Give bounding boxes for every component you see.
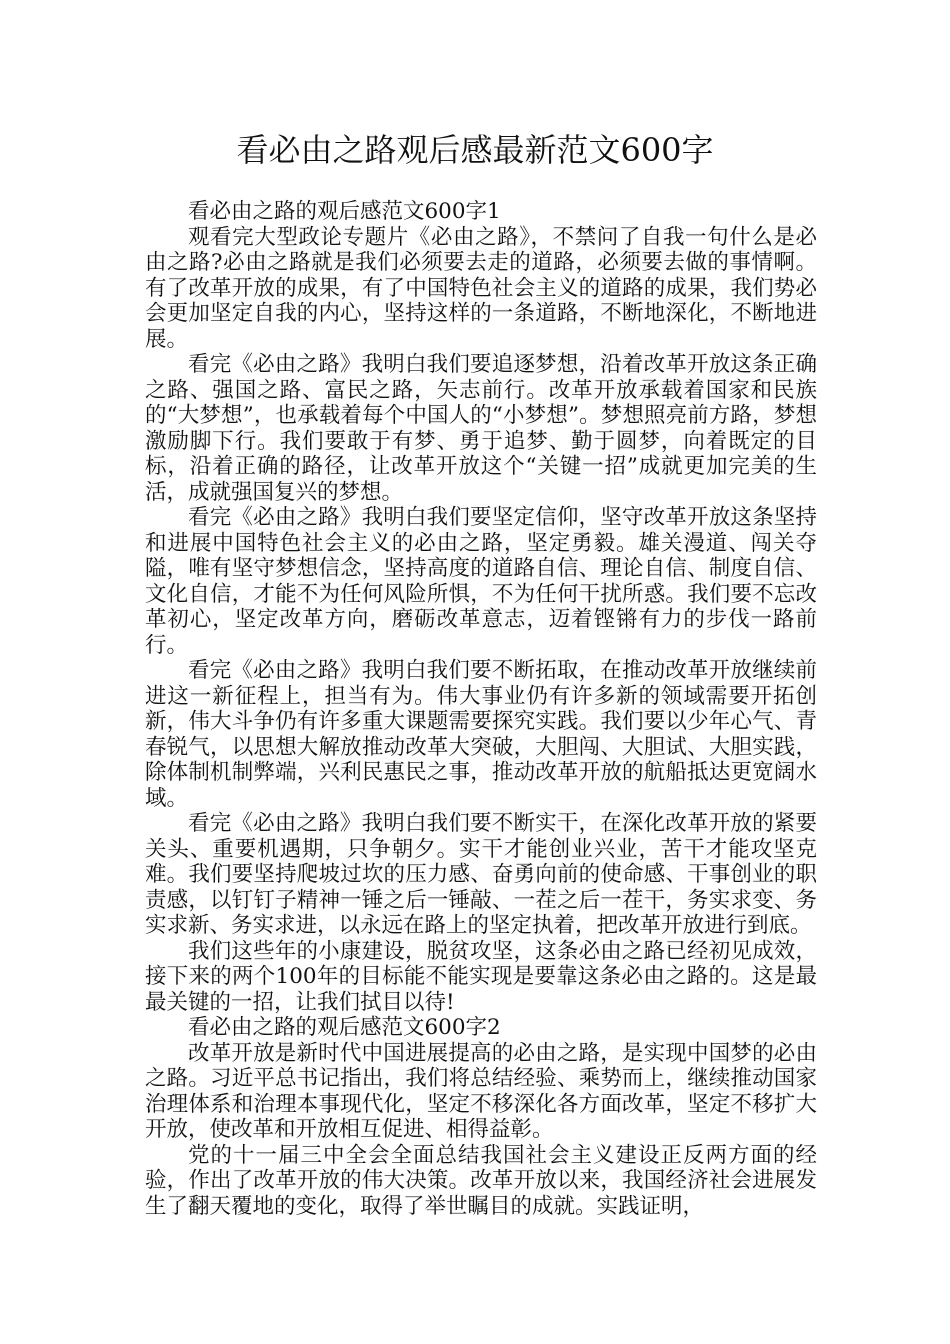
paragraph-1: 观看完大型政论专题片《必由之路》，不禁问了自我一句什么是必由之路?必由之路就是我们必须要去走的道路，必须要去做的事情啊。有了改革开放的成果，有了中国特色社会主义的道路的成果，我们势必会更加坚定自我的内心，坚持这样的一条道路，不断地深化，不断地进展。: [145, 224, 817, 352]
paragraph-7: 改革开放是新时代中国进展提高的必由之路，是实现中国梦的必由之路。习近平总书记指出，我们将总结经验、乘势而上，继续推动国家治理体系和治理本事现代化，坚定不移深化各方面改革，坚定不移扩大开放，使改革和开放相互促进、相得益彰。: [145, 1040, 817, 1142]
paragraph-3: 看完《必由之路》我明白我们要坚定信仰，坚守改革开放这条坚持和进展中国特色社会主义的必由之路，坚定勇毅。雄关漫道、闯关夺隘，唯有坚守梦想信念，坚持高度的道路自信、理论自信、制度自信、文化自信，才能不为任何风险所惧，不为任何干扰所惑。我们要不忘改革初心，坚定改革方向，磨砺改革意志，迈着铿锵有力的步伐一路前行。: [145, 505, 817, 658]
document-title: 看必由之路观后感最新范文600字: [236, 131, 714, 169]
paragraph-4: 看完《必由之路》我明白我们要不断拓取，在推动改革开放继续前进这一新征程上，担当有为。伟大事业仍有许多新的领域需要开拓创新，伟大斗争仍有许多重大课题需要探究实践。我们要以少年心气、青春锐气，以思想大解放推动改革大突破，大胆闯、大胆试、大胆实践，除体制机制弊端，兴利民惠民之事，推动改革开放的航船抵达更宽阔水域。: [145, 658, 817, 811]
document-body: [145, 199, 817, 1219]
section-heading-2: 看必由之路的观后感范文600字2: [188, 1015, 501, 1040]
paragraph-5: 看完《必由之路》我明白我们要不断实干，在深化改革开放的紧要关头、重要机遇期，只争朝夕。实干才能创业兴业，苦干才能攻坚克难。我们要坚持爬坡过坎的压力感、奋勇向前的使命感、干事创业的职责感，以钉钉子精神一锤之后一锤敲、一茬之后一茬干，务实求变、务实求新、务实求进，以永远在路上的坚定执着，把改革开放进行到底。: [145, 811, 817, 938]
paragraph-2: 看完《必由之路》我明白我们要追逐梦想，沿着改革开放这条正确之路、强国之路、富民之路，矢志前行。改革开放承载着国家和民族的“大梦想”，也承载着每个中国人的“小梦想”。梦想照亮前方路，梦想激励脚下行。我们要敢于有梦、勇于追梦、勤于圆梦，向着既定的目标，沿着正确的路径，让改革开放这个“关键一招”成就更加完美的生活，成就强国复兴的梦想。: [145, 352, 817, 505]
paragraph-8: 党的十一届三中全会全面总结我国社会主义建设正反两方面的经验，作出了改革开放的伟大决策。改革开放以来，我国经济社会进展发生了翻天覆地的变化，取得了举世瞩目的成就。实践证明，: [145, 1142, 817, 1219]
section-heading-1: 看必由之路的观后感范文600字1: [188, 199, 501, 224]
paragraph-6: 我们这些年的小康建设，脱贫攻坚，这条必由之路已经初见成效，接下来的两个100年的目标能不能实现是要靠这条必由之路的。这是最最关键的一招，让我们拭目以待!: [145, 938, 817, 1015]
